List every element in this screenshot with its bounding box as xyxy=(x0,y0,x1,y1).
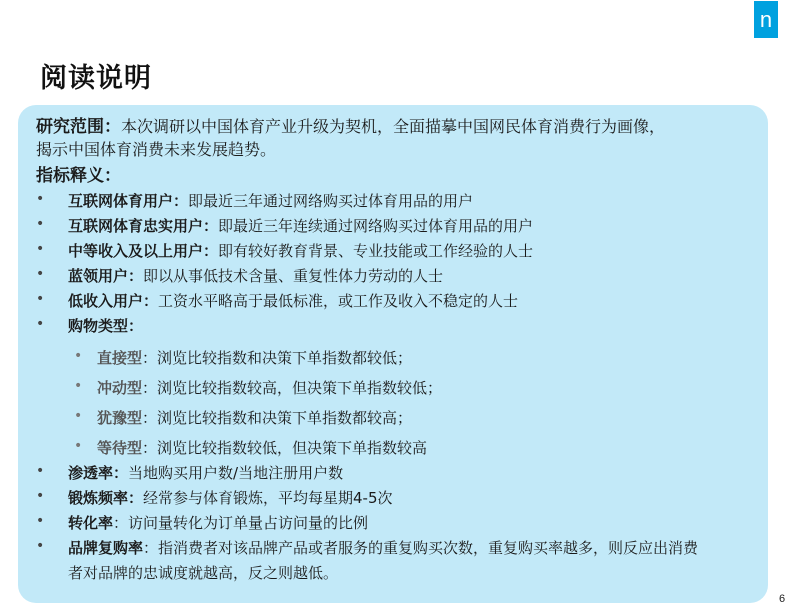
bullet-dot: • xyxy=(36,513,45,529)
shopping-type-desc: ：浏览比较指数较低，但决策下单指数较高 xyxy=(142,439,428,457)
sub-bullet-dot: • xyxy=(74,348,83,364)
bullet-dot: • xyxy=(36,216,45,232)
definition-desc: 即有较好教育背景、专业技能或工作经验的人士 xyxy=(218,242,534,260)
definition-term: 购物类型： xyxy=(68,317,144,335)
bullet-dot: • xyxy=(36,538,45,554)
shopping-type-desc: ：浏览比较指数和决策下单指数都较低； xyxy=(142,349,413,367)
definition-item xyxy=(68,315,143,336)
metric-term: 渗透率： xyxy=(68,464,129,482)
definition-term: 中等收入及以上用户： xyxy=(68,242,219,260)
scope-text-1: 本次调研以中国体育产业升级为契机，全面描摹中国网民体育消费行为画像， xyxy=(121,117,666,136)
metric-desc: ：指消费者对该品牌产品或者服务的重复购买次数，重复购买率越多，则反应出消费 xyxy=(143,539,699,557)
page-number: 6 xyxy=(779,593,786,605)
metric-term: 锻炼频率： xyxy=(68,489,144,507)
definition-desc: 即以从事低技术含量、重复性体力劳动的人士 xyxy=(143,267,444,285)
scope-label: 研究范围： xyxy=(36,117,121,137)
definition-item xyxy=(68,265,443,286)
definition-desc: 即最近三年连续通过网络购买过体育用品的用户 xyxy=(218,217,534,235)
shopping-type-desc: ：浏览比较指数较高，但决策下单指数较低； xyxy=(142,379,443,397)
definition-desc: 即最近三年通过网络购买过体育用品的用户 xyxy=(188,192,474,210)
scope-line-1 xyxy=(36,112,665,137)
definition-item xyxy=(68,240,533,261)
definition-desc: 工资水平略高于最低标准，或工作及收入不稳定的人士 xyxy=(158,292,519,310)
definition-item xyxy=(68,215,533,236)
shopping-type-item xyxy=(97,407,412,428)
indicators-heading: 指标释义： xyxy=(36,166,121,186)
shopping-type-term: 冲动型 xyxy=(97,379,143,397)
metric-item xyxy=(68,487,393,508)
definition-item xyxy=(68,190,473,211)
shopping-type-item xyxy=(97,347,412,368)
definition-item xyxy=(68,290,518,311)
sub-bullet-dot: • xyxy=(74,438,83,454)
definition-term: 互联网体育用户： xyxy=(68,192,189,210)
shopping-type-term: 犹豫型 xyxy=(97,409,143,427)
content-panel xyxy=(18,105,768,603)
definition-term: 互联网体育忠实用户： xyxy=(68,217,219,235)
metric-desc: ：访问量转化为订单量占访问量的比例 xyxy=(113,514,369,532)
definition-term: 低收入用户： xyxy=(68,292,159,310)
shopping-type-term: 直接型 xyxy=(97,349,143,367)
bullet-dot: • xyxy=(36,266,45,282)
metric-desc: 经常参与体育锻炼，平均每星期4-5次 xyxy=(143,489,393,507)
metric-term: 转化率 xyxy=(68,514,114,532)
metric-term: 品牌复购率 xyxy=(68,539,144,557)
bullet-dot: • xyxy=(36,488,45,504)
shopping-type-item xyxy=(97,377,442,398)
sub-bullet-dot: • xyxy=(74,378,83,394)
bullet-dot: • xyxy=(36,316,45,332)
shopping-type-desc: ：浏览比较指数和决策下单指数都较高； xyxy=(142,409,413,427)
metric-desc: 当地购买用户数/当地注册用户数 xyxy=(128,464,344,482)
metric-item xyxy=(68,537,698,558)
bullet-dot: • xyxy=(36,241,45,257)
metric-item xyxy=(68,512,368,533)
page-title: 阅读说明 xyxy=(40,63,152,94)
metric-desc-continued: 者对品牌的忠诚度就越高，反之则越低。 xyxy=(68,564,339,582)
shopping-type-term: 等待型 xyxy=(97,439,143,457)
bullet-dot: • xyxy=(36,191,45,207)
definition-term: 蓝领用户： xyxy=(68,267,144,285)
shopping-type-item xyxy=(97,437,427,458)
bullet-dot: • xyxy=(36,291,45,307)
sub-bullet-dot: • xyxy=(74,408,83,424)
brand-logo: n xyxy=(754,1,778,38)
scope-text-2: 揭示中国体育消费未来发展趋势。 xyxy=(36,140,277,159)
bullet-dot: • xyxy=(36,463,45,479)
metric-item xyxy=(68,462,343,483)
